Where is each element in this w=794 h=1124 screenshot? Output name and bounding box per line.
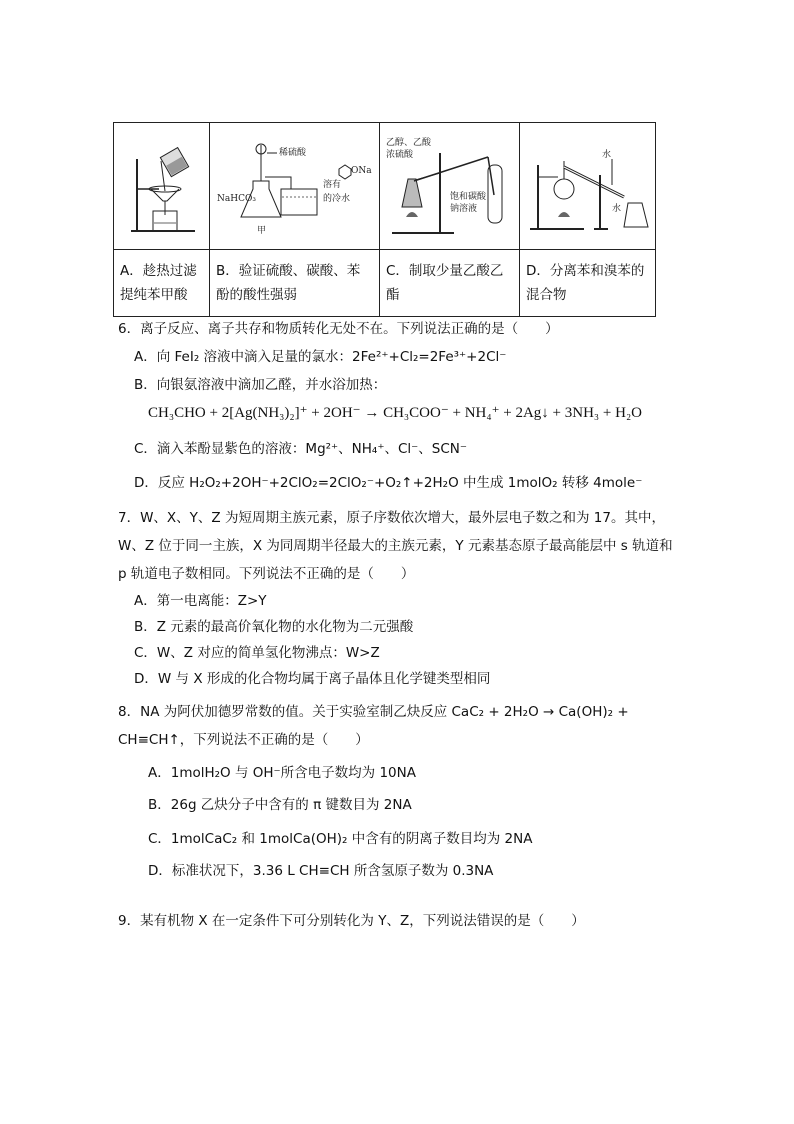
q8-option-a: A．1molH₂O 与 OH⁻所含电子数均为 10NA — [148, 765, 416, 781]
label-cell-b: B．验证硫酸、碳酸、苯酚的酸性强弱 — [210, 250, 380, 317]
label-dilute-sulfuric-acid: 稀硫酸 — [278, 148, 306, 158]
label-water-top: 水 — [601, 150, 611, 160]
ethyl-acetate-apparatus — [384, 131, 516, 241]
q7-option-a: A．第一电离能：Z>Y — [134, 593, 267, 609]
q8-option-d: D．标准状况下，3.36 L CH≡CH 所含氢原子数为 0.3NA — [148, 863, 494, 879]
q6-stem: 6．离子反应、离子共存和物质转化无处不在。下列说法正确的是（ ） — [118, 321, 559, 337]
q8-option-c: C．1molCaC₂ 和 1molCa(OH)₂ 中含有的阴离子数目均为 2NA — [148, 831, 533, 847]
label-reagent1: 乙醇、乙酸 — [385, 138, 431, 148]
q6-option-d: D．反应 H₂O₂+2OH⁻+2ClO₂=2ClO₂⁻+O₂↑+2H₂O 中生成 1molO₂ 转移 4mole⁻ — [134, 475, 643, 491]
apparatus-table — [113, 122, 656, 317]
q7-option-c: C．W、Z 对应的简单氢化物沸点：W>Z — [134, 645, 380, 661]
diagram-distillation — [520, 123, 656, 250]
diagram-acidity — [210, 123, 380, 250]
label-cell-a: A．趁热过滤提纯苯甲酸 — [114, 250, 210, 317]
label-saturated1: 饱和碳酸 — [449, 192, 486, 202]
acidity-apparatus — [215, 131, 375, 241]
q8-stem: 8．NA 为阿伏加德罗常数的值。关于实验室制乙炔反应 CaC₂ + 2H₂O → Ca(OH)₂ + CH≡CH↑，下列说法不正确的是（ ） — [118, 704, 629, 748]
label-jia: 甲 — [256, 226, 266, 236]
diagram-hot-filtration — [114, 123, 210, 250]
label-reagent2: 浓硫酸 — [385, 150, 413, 160]
label-nahco3: NaHCO₃ — [216, 194, 256, 204]
label-saturated2: 钠溶液 — [449, 204, 477, 214]
label-ona: ONa — [350, 166, 372, 176]
q6-option-b-formula: CH₃CHO + 2[Ag(NH₃)₂]⁺ + 2OH⁻ → CH₃COO⁻ + NH₄⁺ + 2Ag↓ + 3NH₃ + H₂O — [148, 405, 643, 421]
hot-filtration-apparatus — [117, 131, 207, 241]
label-solution: 溶有 — [322, 180, 341, 190]
q6-option-a: A．向 FeI₂ 溶液中滴入足量的氯水：2Fe²⁺+Cl₂=2Fe³⁺+2Cl⁻ — [134, 349, 507, 365]
q9-stem: 9．某有机物 X 在一定条件下可分别转化为 Y、Z，下列说法错误的是（ ） — [118, 913, 585, 929]
label-cold-water: 的冷水 — [322, 194, 350, 204]
q7-option-b: B．Z 元素的最高价氧化物的水化物为二元强酸 — [134, 619, 414, 635]
q6-option-b: B．向银氨溶液中滴加乙醛，并水浴加热： — [134, 377, 387, 393]
diagram-ethyl-acetate — [380, 123, 520, 250]
q8-option-b: B．26g 乙炔分子中含有的 π 键数目为 2NA — [148, 797, 412, 813]
q7-option-d: D．W 与 X 形成的化合物均属于离子晶体且化学键类型相同 — [134, 671, 491, 687]
label-cell-d: D．分离苯和溴苯的混合物 — [520, 250, 656, 317]
q6-option-c: C．滴入苯酚显紫色的溶液：Mg²⁺、NH₄⁺、Cl⁻、SCN⁻ — [134, 441, 467, 457]
label-cell-c: C．制取少量乙酸乙酯 — [380, 250, 520, 317]
label-water-bottom: 水 — [611, 204, 621, 214]
distillation-apparatus — [524, 131, 652, 241]
q7-stem: 7．W、X、Y、Z 为短周期主族元素，原子序数依次增大，最外层电子数之和为 17。其中，W、Z 位于同一主族，X 为同周期半径最大的主族元素，Y 元素基态原子最高能层中 s 轨道和 p 轨道电子数相同。下列说法不正确的是（ ） — [118, 510, 673, 582]
